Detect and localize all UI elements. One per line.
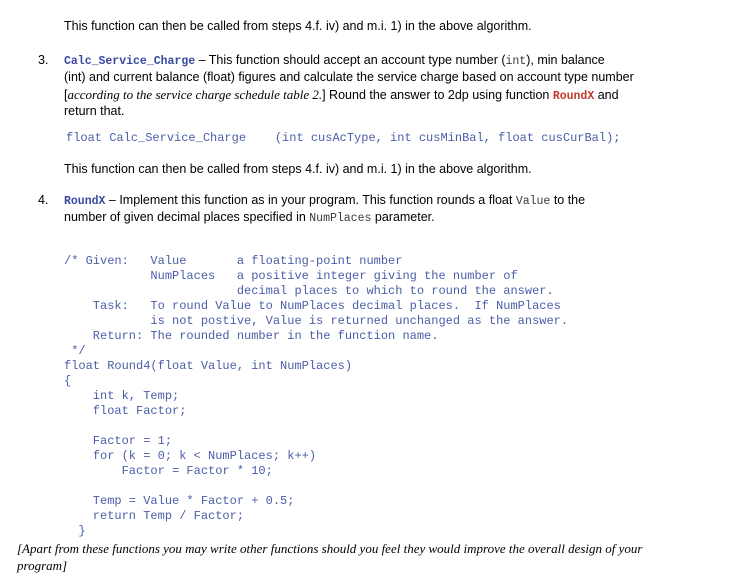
code-line: float Factor; <box>64 404 187 418</box>
item4-line2-text: number of given decimal places specified in <box>64 210 310 224</box>
code-line: float Round4(float Value, int NumPlaces) <box>64 359 353 373</box>
item4-line1 <box>64 192 585 210</box>
item3-int-keyword: int <box>505 55 527 68</box>
code-line: return Temp / Factor; <box>64 509 245 523</box>
item3-bracket-open: [ <box>64 88 68 102</box>
item4-line1-text: – Implement this function as in your program. This function rounds a float <box>105 193 516 207</box>
code-line: Factor = 1; <box>64 434 173 448</box>
code-line: { <box>64 374 72 388</box>
item4-line2 <box>64 209 435 227</box>
code-line: /* Given: Value a floating-point number <box>64 254 403 268</box>
item3-line4: return that. <box>64 104 125 118</box>
footnote-line1: [Apart from these functions you may write other functions should you feel they would improve the overall design of your <box>17 541 643 556</box>
item4-number: 4. <box>38 193 49 207</box>
item3-line3 <box>64 86 619 105</box>
footnote-line2: program] <box>17 558 68 573</box>
code-line: int k, Temp; <box>64 389 180 403</box>
item3-after-text: This function can then be called from steps 4.f. iv) and m.i. 1) in the above algorithm. <box>64 162 532 176</box>
function-name-roundx: RoundX <box>64 195 106 208</box>
code-line: NumPlaces a positive integer giving the number of <box>64 269 518 283</box>
item3-number: 3. <box>38 53 49 67</box>
item3-line2: (int) and current balance (float) figures and calculate the service charge based on account type number <box>64 70 634 84</box>
item4-numplaces-ref: NumPlaces <box>309 212 372 225</box>
item4-line1-end: to the <box>550 193 586 207</box>
code-line: Factor = Factor * 10; <box>64 464 273 478</box>
code-line: } <box>64 524 86 538</box>
code-line: for (k = 0; k < NumPlaces; k++) <box>64 449 317 463</box>
code-line: is not postive, Value is returned unchanged as the answer. <box>64 314 569 328</box>
item3-line1-end: ), min balance <box>526 53 605 67</box>
section3-intro: This function can then be called from steps 4.f. iv) and m.i. 1) in the above algorithm. <box>64 19 532 33</box>
code-line <box>64 419 568 434</box>
code-line: decimal places to which to round the answer. <box>64 284 554 298</box>
code-line: Task: To round Value to NumPlaces decimal places. If NumPlaces <box>64 299 561 313</box>
item3-line1 <box>64 52 605 70</box>
code-line: Return: The rounded number in the function name. <box>64 329 439 343</box>
function-name-calc-service-charge: Calc_Service_Charge <box>64 55 196 68</box>
code-line: Temp = Value * Factor + 0.5; <box>64 494 295 508</box>
item3-italic-ref: according to the service charge schedule table 2. <box>67 87 323 102</box>
item3-line1-text: – This function should accept an account type number ( <box>195 53 506 67</box>
item3-line3-end: and <box>594 88 619 102</box>
item3-roundx-ref: RoundX <box>552 90 595 103</box>
item3-line3-text: ] Round the answer to 2dp using function <box>322 88 553 102</box>
calc-service-charge-prototype: float Calc_Service_Charge (int cusAcType, int cusMinBal, float cusCurBal); <box>66 131 621 145</box>
code-line <box>64 479 568 494</box>
roundx-code-block <box>64 239 568 554</box>
item4-value-ref: Value <box>515 195 551 208</box>
item4-line2-end: parameter. <box>371 210 435 224</box>
code-line: */ <box>64 344 86 358</box>
